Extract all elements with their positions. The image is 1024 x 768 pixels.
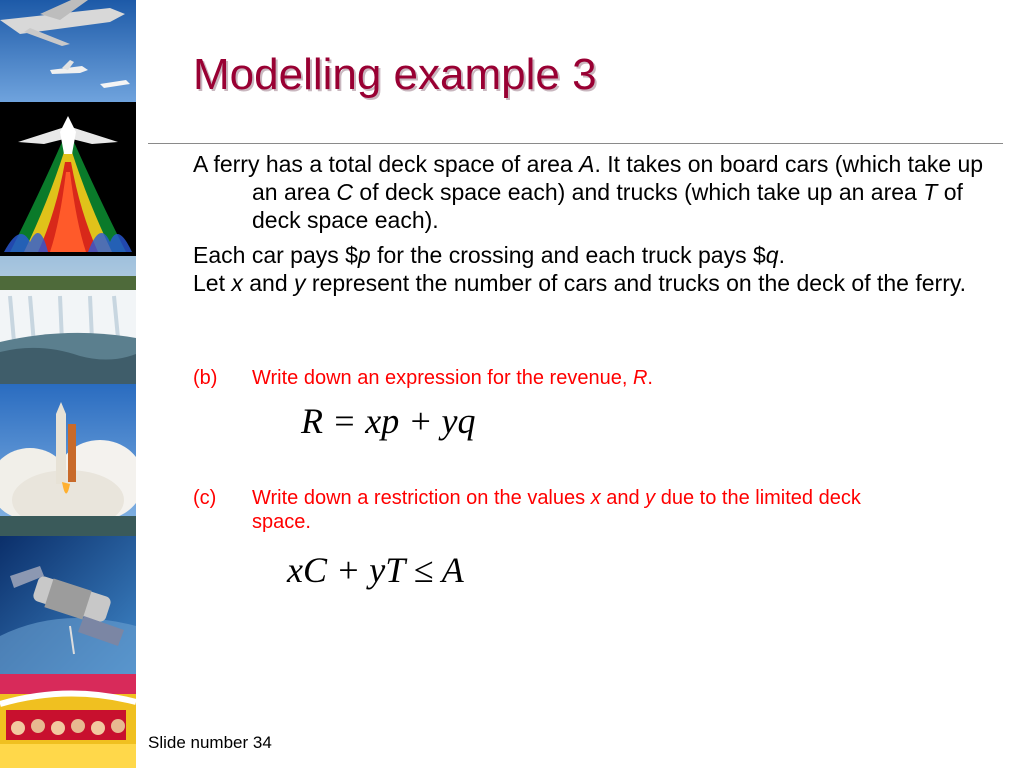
variable-y: y bbox=[294, 270, 306, 296]
text-run: of deck space each). bbox=[252, 179, 963, 233]
title-divider bbox=[148, 143, 1003, 144]
decorative-image-strip bbox=[0, 0, 136, 768]
paragraph-variables bbox=[193, 269, 993, 297]
text-run: for the crossing and each truck pays $ bbox=[370, 242, 766, 268]
text-run: represent the number of cars and trucks on the deck of the ferry. bbox=[305, 270, 967, 296]
text-run: due to the limited deck space. bbox=[252, 487, 861, 533]
equation-text: xC + yT ≤ A bbox=[287, 550, 464, 590]
question-label: (c) bbox=[193, 487, 217, 509]
question-text bbox=[252, 486, 912, 534]
text-run: . bbox=[647, 367, 653, 389]
paragraph-prices bbox=[193, 241, 993, 269]
text-run: Each car pays $ bbox=[193, 242, 358, 268]
question-text bbox=[252, 366, 912, 390]
problem-statement bbox=[193, 150, 993, 297]
strip-divider bbox=[136, 0, 138, 768]
text-run: . It takes on board cars (which take up an area bbox=[252, 151, 984, 205]
text-run: and bbox=[242, 270, 295, 296]
text-run: of deck space each) and trucks (which take up an area bbox=[353, 179, 924, 205]
text-run: A ferry has a total deck space of area bbox=[193, 151, 580, 177]
shuttle-launch-photo bbox=[0, 384, 136, 536]
rollercoaster-photo bbox=[0, 674, 136, 768]
variable-q: q bbox=[765, 242, 779, 268]
question-label: (b) bbox=[193, 367, 218, 389]
text-run: and bbox=[600, 487, 646, 509]
variable-C: C bbox=[336, 179, 354, 205]
paragraph-ferry-area bbox=[193, 150, 993, 234]
waterfall-photo bbox=[0, 256, 136, 384]
satellite-photo bbox=[0, 536, 136, 674]
variable-T: T bbox=[923, 179, 938, 205]
deck-constraint-equation bbox=[287, 549, 464, 591]
equation-text: R = xp + yq bbox=[301, 401, 476, 441]
aircraft-photo bbox=[0, 0, 136, 102]
text-run: . bbox=[778, 242, 785, 268]
slide-number: Slide number 34 bbox=[148, 733, 272, 752]
revenue-equation bbox=[301, 400, 476, 442]
jet-flow-simulation bbox=[0, 102, 136, 256]
variable-y: y bbox=[645, 487, 656, 509]
variable-p: p bbox=[357, 242, 371, 268]
variable-x: x bbox=[590, 487, 601, 509]
text-run: Write down a restriction on the values bbox=[252, 487, 591, 509]
variable-A: A bbox=[579, 151, 595, 177]
variable-R: R bbox=[632, 367, 648, 389]
variable-x: x bbox=[231, 270, 243, 296]
text-run: Write down an expression for the revenue, bbox=[252, 367, 633, 389]
slide-title: Modelling example 3 bbox=[193, 50, 597, 99]
text-run: Let bbox=[193, 270, 232, 296]
